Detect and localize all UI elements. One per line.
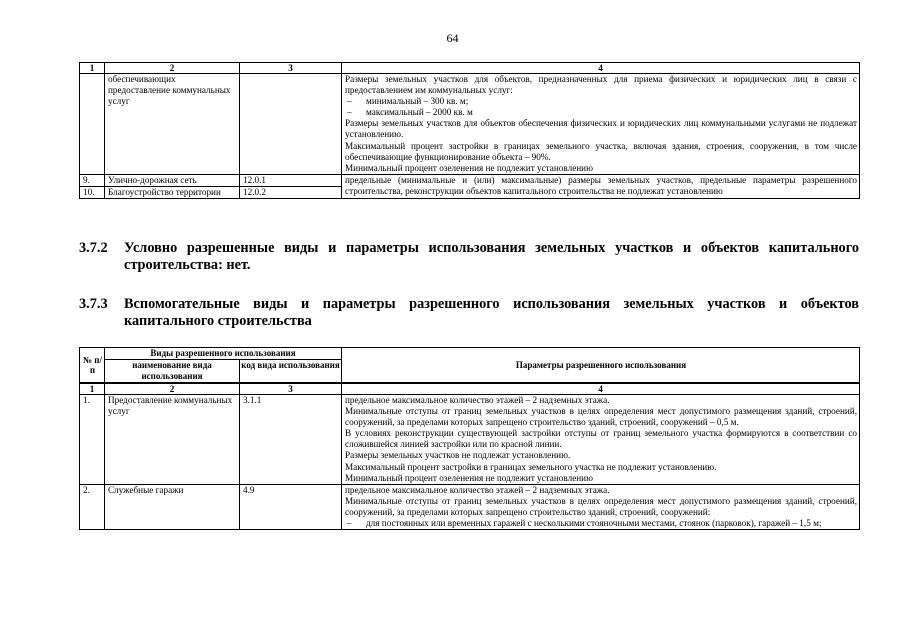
header-use-code: код вида использования — [240, 360, 342, 384]
column-number: 4 — [342, 63, 860, 74]
parameter-list-item — [345, 96, 857, 107]
column-number: 1 — [80, 383, 105, 395]
column-number-row — [80, 63, 860, 74]
auxiliary-uses-table — [79, 347, 860, 530]
row-number: 1. — [80, 395, 105, 485]
table-row — [80, 74, 860, 175]
header-row — [80, 348, 860, 360]
section-title: Вспомогательные виды и параметры разрешенного использования земельных участков и объектов капитального строительства — [124, 296, 859, 329]
section-heading-3-7-2 — [79, 240, 859, 274]
section-number: 3.7.2 — [79, 240, 108, 256]
row-number: 2. — [80, 484, 105, 529]
parameter-paragraph: В условиях реконструкции существующей застройки отступы от границ земельного участка формируются в соответствии со сложившейся линией застройки или по красной линии. — [345, 428, 857, 450]
parameter-list-item — [345, 107, 857, 118]
header-number: № п/п — [80, 348, 105, 384]
header-use-name: наименование вида использования — [105, 360, 240, 384]
use-name: Благоустройство территории — [105, 186, 240, 198]
column-number: 3 — [240, 383, 342, 395]
parameter-paragraph: Минимальные отступы от границ земельных участков в целях определения мест допустимого размещения зданий, строений, сооружений, за пределами которых запрещено строительство зданий, строений, сооружений: — [345, 495, 857, 517]
use-code — [240, 74, 342, 175]
use-code: 12.0.2 — [240, 186, 342, 198]
column-number: 2 — [105, 63, 240, 74]
use-name: Предоставление коммунальных услуг — [105, 395, 240, 485]
use-code: 12.0.1 — [240, 174, 342, 186]
column-number: 2 — [105, 383, 240, 395]
column-number: 4 — [342, 383, 860, 395]
list-dash: – — [347, 96, 352, 107]
parameter-paragraph: Минимальный процент озеленения не подлежит установлению — [345, 162, 593, 173]
parameter-paragraph: Минимальный процент озеленения не подлежит установлению — [345, 472, 593, 483]
section-title: Условно разрешенные виды и параметры использования земельных участков и объектов капитального строительства: нет. — [124, 240, 859, 273]
parameter-paragraph: Размеры земельных участков для объектов, предназначенных для приема физических и юридических лиц в связи с предоставлением им коммунальных услуг: — [345, 74, 857, 96]
parameter-paragraph: Максимальный процент застройки в границах земельного участка, включая здания, строения, сооружения, в том числе обеспечивающие функционирование объекта – 90%. — [345, 140, 857, 162]
use-code: 3.1.1 — [240, 395, 342, 485]
parameter-paragraph: Размеры земельных участков для объектов обеспечения физических и юридических лиц коммунальными услугами не подлежат установлению. — [345, 118, 857, 140]
column-number-row — [80, 383, 860, 395]
parameter-paragraph: Минимальные отступы от границ земельных участков в целях определения мест допустимого размещения зданий, строений, сооружений, за пределами которых запрещено строительство зданий, строений, сооружений – 0,5 м. — [345, 406, 857, 428]
list-item-text: минимальный – 300 кв. м; — [366, 96, 469, 107]
row-number: 9. — [80, 174, 105, 186]
row-number — [80, 74, 105, 175]
use-parameters — [342, 484, 860, 529]
row-number: 10. — [80, 186, 105, 198]
page-number: 64 — [446, 31, 459, 45]
use-name: Улично-дорожная сеть — [105, 174, 240, 186]
use-name: Служебные гаражи — [105, 484, 240, 529]
parameter-list-item — [345, 518, 857, 529]
table-row — [80, 484, 860, 529]
header-parameters: Параметры разрешенного использования — [342, 348, 860, 384]
column-number: 3 — [240, 63, 342, 74]
column-number: 1 — [80, 63, 105, 74]
use-parameters — [342, 395, 860, 485]
use-code: 4.9 — [240, 484, 342, 529]
list-item-text: для постоянных или временных гаражей с несколькими стояночными местами, стоянок (парковок), гаражей – 1,5 м; — [366, 518, 822, 529]
parameter-paragraph: предельное максимальное количество этажей – 2 надземных этажа. — [345, 484, 610, 495]
header-group: Виды разрешенного использования — [105, 348, 342, 360]
use-name: обеспечивающих предоставление коммунальных услуг — [105, 74, 240, 175]
section-heading-3-7-3 — [79, 296, 859, 330]
section-number: 3.7.3 — [79, 296, 108, 312]
use-parameters-merged: предельные (минимальные и (или) максимальные) размеры земельных участков, предельные параметры разрешенного строительства, реконструкции объектов капитального строительства не подлежат установлению — [342, 174, 860, 198]
parameter-paragraph: Размеры земельных участков не подлежат установлению. — [345, 450, 571, 461]
parameter-paragraph: Максимальный процент застройки в границах земельного участка не подлежит установлению. — [345, 461, 717, 472]
use-parameters — [342, 74, 860, 175]
list-item-text: максимальный – 2000 кв. м — [366, 107, 473, 118]
list-dash: – — [347, 518, 352, 529]
table-row — [80, 174, 860, 186]
list-dash: – — [347, 107, 352, 118]
permitted-uses-table-continued — [79, 62, 860, 199]
parameter-paragraph: предельное максимальное количество этажей – 2 надземных этажа. — [345, 395, 610, 405]
table-row — [80, 395, 860, 485]
